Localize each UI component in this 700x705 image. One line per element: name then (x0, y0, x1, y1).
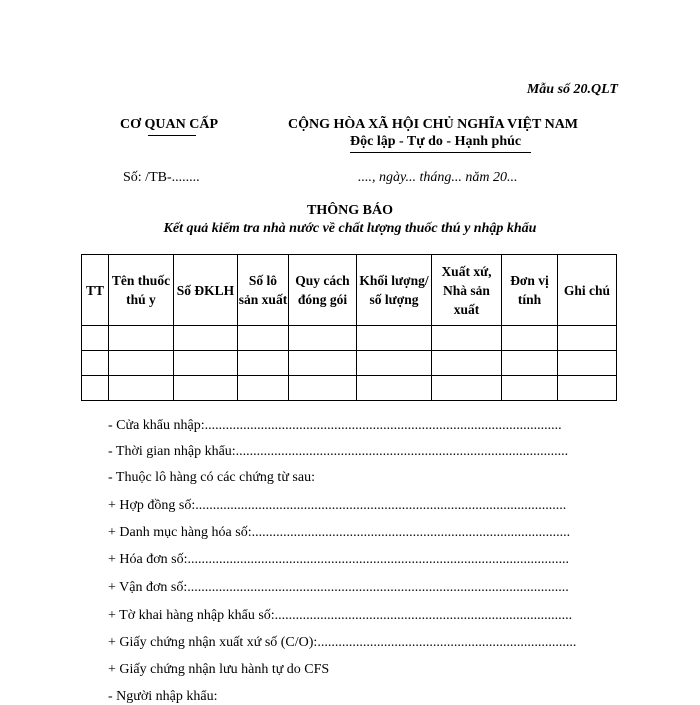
table-cell (174, 376, 238, 401)
table-cell (502, 326, 558, 351)
table-cell (432, 351, 502, 376)
info-line-certificate-of-origin: + Giấy chứng nhận xuất xứ số (C/O):.......................................................................... (108, 635, 577, 650)
table-cell (357, 376, 432, 401)
document-number: Số: /TB-........ (123, 170, 200, 185)
table-cell (289, 326, 357, 351)
table-row (82, 376, 617, 401)
table-cell (238, 351, 289, 376)
table-row (82, 351, 617, 376)
col-header-registration-no: Số ĐKLH (174, 255, 238, 326)
table-cell (82, 376, 109, 401)
table-cell (174, 351, 238, 376)
table-cell (82, 326, 109, 351)
col-header-unit: Đơn vị tính (502, 255, 558, 326)
info-line-invoice-no: + Hóa đơn số:............................................................................................................. (108, 552, 569, 567)
col-header-notes: Ghi chú (558, 255, 617, 326)
table-row (82, 326, 617, 351)
date-line: ...., ngày... tháng... năm 20... (358, 170, 518, 185)
info-line-importer: - Người nhập khẩu: (108, 689, 218, 704)
col-header-origin-manufacturer: Xuất xứ, Nhà sản xuất (432, 255, 502, 326)
info-line-border-gate: - Cửa khẩu nhập:...................................................................................................... (108, 418, 562, 433)
notice-title: THÔNG BÁO (307, 203, 393, 218)
table-cell (109, 376, 174, 401)
info-line-documents-heading: - Thuộc lô hàng có các chứng từ sau: (108, 470, 315, 485)
form-number: Mẫu số 20.QLT (526, 82, 618, 97)
table-cell (357, 351, 432, 376)
table-cell (432, 376, 502, 401)
inspection-table (81, 254, 617, 401)
agency-underline (148, 135, 196, 136)
national-motto: Độc lập - Tự do - Hạnh phúc (350, 134, 522, 149)
info-line-customs-declaration-no: + Tờ khai hàng nhập khẩu số:..................................................................................... (108, 608, 573, 623)
table-cell (558, 351, 617, 376)
table-cell (82, 351, 109, 376)
table-cell (558, 326, 617, 351)
table-cell (357, 326, 432, 351)
table-cell (174, 326, 238, 351)
col-header-tt: TT (82, 255, 109, 326)
issuing-agency: CƠ QUAN CẤP (120, 117, 218, 132)
table-cell (502, 376, 558, 401)
table-cell (558, 376, 617, 401)
info-line-free-sale-certificate: + Giấy chứng nhận lưu hành tự do CFS (108, 662, 330, 677)
col-header-quantity: Khối lượng/ số lượng (357, 255, 432, 326)
col-header-batch-no: Số lô sản xuất (238, 255, 289, 326)
table-cell (289, 351, 357, 376)
table-cell (109, 326, 174, 351)
table-cell (238, 326, 289, 351)
info-line-contract-no: + Hợp đồng số:.......................................................................................................... (108, 498, 567, 513)
table-cell (502, 351, 558, 376)
motto-underline (350, 152, 531, 153)
table-cell (432, 326, 502, 351)
national-title: CỘNG HÒA XÃ HỘI CHỦ NGHĨA VIỆT NAM (288, 117, 579, 132)
col-header-drug-name: Tên thuốc thú y (109, 255, 174, 326)
table-header-row (82, 255, 617, 326)
info-line-bill-of-lading-no: + Vận đơn số:............................................................................................................. (108, 580, 569, 595)
info-line-import-time: - Thời gian nhập khẩu:............................................................................................... (108, 444, 569, 459)
table-cell (238, 376, 289, 401)
col-header-packaging: Quy cách đóng gói (289, 255, 357, 326)
notice-subtitle: Kết quả kiểm tra nhà nước về chất lượng thuốc thú y nhập khẩu (163, 221, 537, 236)
info-line-goods-list-no: + Danh mục hàng hóa số:........................................................................................... (108, 525, 571, 540)
table-cell (109, 351, 174, 376)
table-cell (289, 376, 357, 401)
